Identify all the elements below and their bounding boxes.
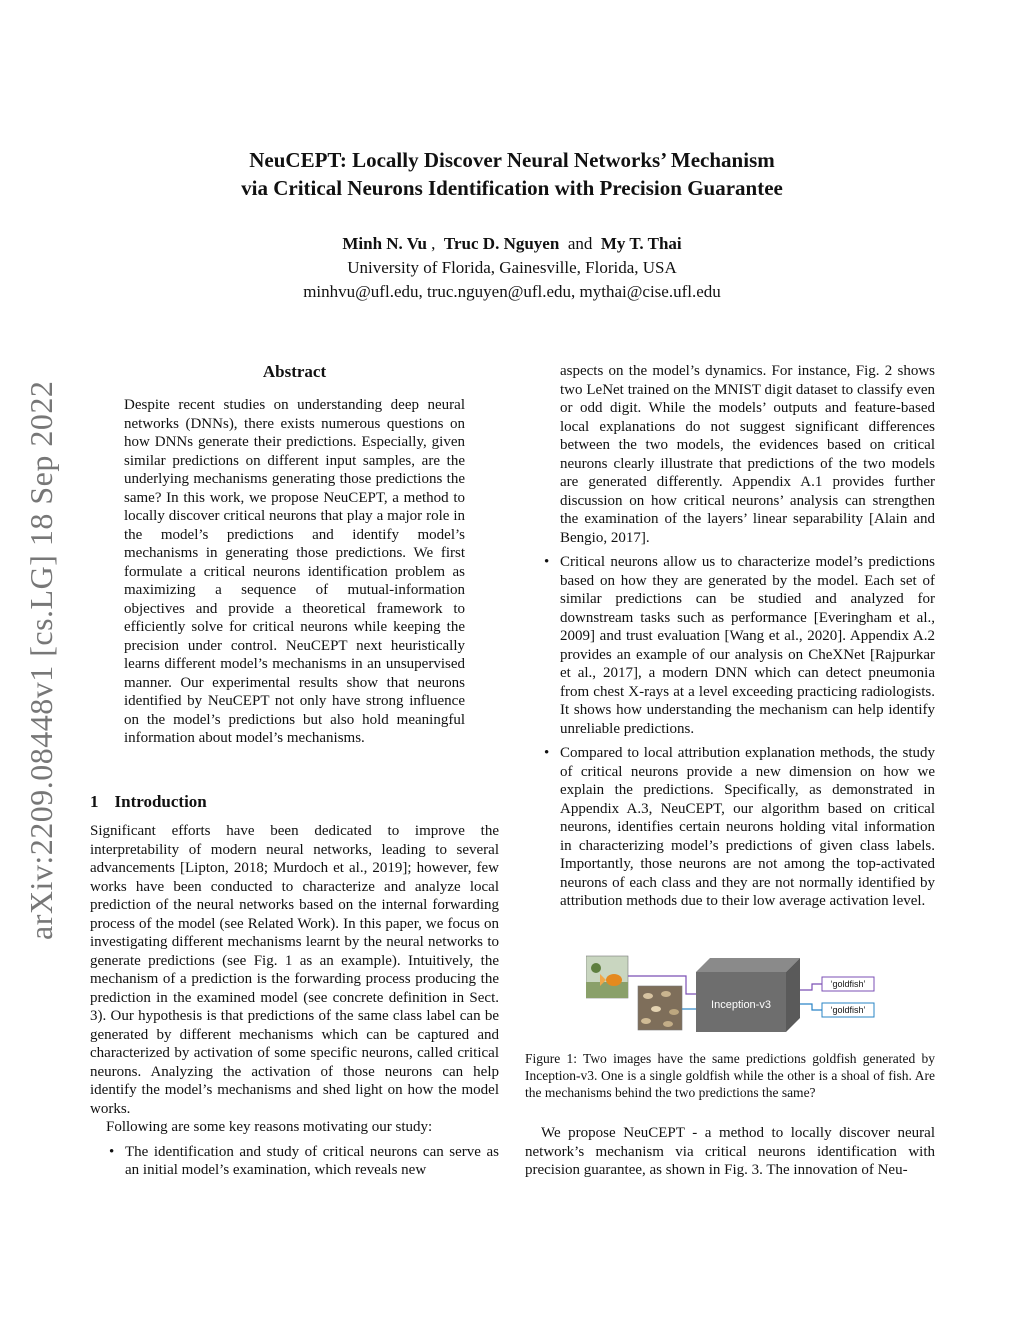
section-number: 1 bbox=[90, 792, 99, 811]
abstract-text: Despite recent studies on understanding deep neural networks (DNNs), there exists numerous questions on how DNNs generate their predictions. Especially, given similar predictions on different input samples, are the underlying mechanisms generating those predictions the same? In this work, we propose NeuCEPT, a method to locally discover critical neurons that play a major role in the model’s predictions and identify model’s mechanisms in generating those predictions. We first formulate a critical neurons identification problem as maximizing a sequence of mutual-information objectives and provide a theoretical framework to efficiently solve for critical neurons while keeping the precision under control. NeuCEPT next heuristically learns different model’s mechanisms in an unsupervised manner. Our experimental results show that neurons identified by NeuCEPT not only have strong influence on the model’s predictions but also hold meaningful information about model’s mechanisms. bbox=[124, 397, 465, 746]
title-line-1: NeuCEPT: Locally Discover Neural Networks’ Mechanism bbox=[249, 148, 775, 172]
bullet-item-1: • The identification and study of critical neurons can serve as an initial model’s examination, which reveals new bbox=[90, 1143, 499, 1180]
author-block bbox=[0, 232, 1024, 304]
section-heading-introduction bbox=[90, 792, 207, 812]
bullet-1-continuation: aspects on the model’s dynamics. For instance, Fig. 2 shows two LeNet trained on the MNIST digit dataset to classify even or odd digit. While the models’ outputs and feature-based local explanations do not suggest significant differences between the two models, the evidences based on critical neurons clearly illustrate that predictions of the two models are generated differently. Appendix A.1 provides further discussion on how critical neurons’ analysis can strengthen the examination of the layers’ linear separability [Alain and Bengio, 2017]. bbox=[560, 363, 935, 546]
author-connector: and bbox=[567, 234, 593, 253]
inception-v3-box bbox=[696, 958, 800, 1032]
arxiv-identifier: arXiv:2209.08448v1 [cs.LG] 18 Sep 2022 bbox=[23, 380, 59, 940]
neucept-intro-paragraph: We propose NeuCEPT - a method to locally discover neural network’s mechanism via critical neurons identification with precision guarantee, as shown in Fig. 3. The innovation of Neu- bbox=[525, 1125, 935, 1178]
motivation-list bbox=[90, 1143, 499, 1180]
output-label-2 bbox=[822, 1003, 874, 1017]
output-label-1 bbox=[822, 977, 874, 991]
right-column-body bbox=[525, 362, 935, 911]
right-column-final-paragraph bbox=[525, 1124, 935, 1180]
paper-title bbox=[0, 146, 1024, 202]
author-emails: minhvu@ufl.edu, truc.nguyen@ufl.edu, mythai@cise.ufl.edu bbox=[303, 282, 721, 301]
figure-1-diagram bbox=[586, 954, 876, 1034]
bullet-item-3: • Compared to local attribution explanation methods, the study of critical neurons provide a new dimension on how we explain the predictions. Specifically, as demonstrated in Appendix A.3, NeuCEPT, our algorithm based on critical neurons, identifies certain neurons holding vital information in characterizing model’s predictions of given class labels. Importantly, those neurons are not among the top-activated neurons of each class and they are not normally identified by attribution methods due to their low average activation level. bbox=[525, 744, 935, 911]
output-label-1-text: ‘goldfish’ bbox=[830, 979, 866, 989]
author-names: Minh N. Vu , Truc D. Nguyen and My T. Thai bbox=[342, 234, 682, 253]
motivation-list-continued bbox=[525, 553, 935, 911]
goldfish-image bbox=[586, 956, 628, 998]
abstract-heading: Abstract bbox=[262, 362, 327, 381]
figure-1-caption: Figure 1: Two images have the same predictions goldfish generated by Inception-v3. One is a single goldfish while the other is a shoal of fish. Are the mechanisms behind the two predictions the same? bbox=[525, 1051, 935, 1100]
output-label-2-text: ‘goldfish’ bbox=[830, 1005, 866, 1015]
inception-v3-label: Inception-v3 bbox=[711, 999, 771, 1011]
intro-paragraph-2: Following are some key reasons motivating our study: bbox=[106, 1119, 433, 1135]
section-title: Introduction bbox=[114, 792, 207, 811]
title-line-2: via Critical Neurons Identification with Precision Guarantee bbox=[241, 176, 783, 200]
author-2: Truc D. Nguyen bbox=[443, 234, 560, 253]
affiliation: University of Florida, Gainesville, Florida, USA bbox=[347, 258, 677, 277]
author-1: Minh N. Vu bbox=[342, 234, 427, 253]
intro-paragraph-1: Significant efforts have been dedicated to improve the interpretability of modern neural networks, leading to several advancements [Lipton, 2018; Murdoch et al., 2019]; however, few works have been conducted to characterize and analyze local prediction of the neural networks based on the internal forwarding process of the model (see Related Work). In this paper, we focus on investigating different mechanisms learnt by the neural networks to generate predictions (see Fig. 1 as an example). Intuitively, the mechanism of a prediction is the forwarding process producing the prediction in the examined model (see concrete definition in Sect. 3). Our hypothesis is that predictions of the same class label can be generated by different mechanisms which can be captured and characterized by activation of some specific neurons, called critical neurons. Analyzing the activation of those neurons can help identify the model’s mechanisms and shed light on how the model works. bbox=[90, 823, 499, 1117]
bullet-item-2: • Critical neurons allow us to characterize model’s predictions based on how they are generated by the model. Each set of similar predictions can be studied and analyzed for downstream tasks such as performance [Everingham et al., 2009] and trust evaluation [Wang et al., 2020]. Appendix A.2 provides an example of our analysis on CheXNet [Rajpurkar et al., 2017], a modern DNN which can detect pneumonia from chest X-rays at a level exceeding practicing radiologists. It shows how understanding the mechanism can help identify unreliable predictions. bbox=[525, 553, 935, 738]
output-arrows bbox=[800, 984, 822, 1010]
left-column-body bbox=[90, 822, 499, 1180]
author-3: My T. Thai bbox=[600, 234, 682, 253]
shoal-of-fish-image bbox=[638, 986, 682, 1030]
